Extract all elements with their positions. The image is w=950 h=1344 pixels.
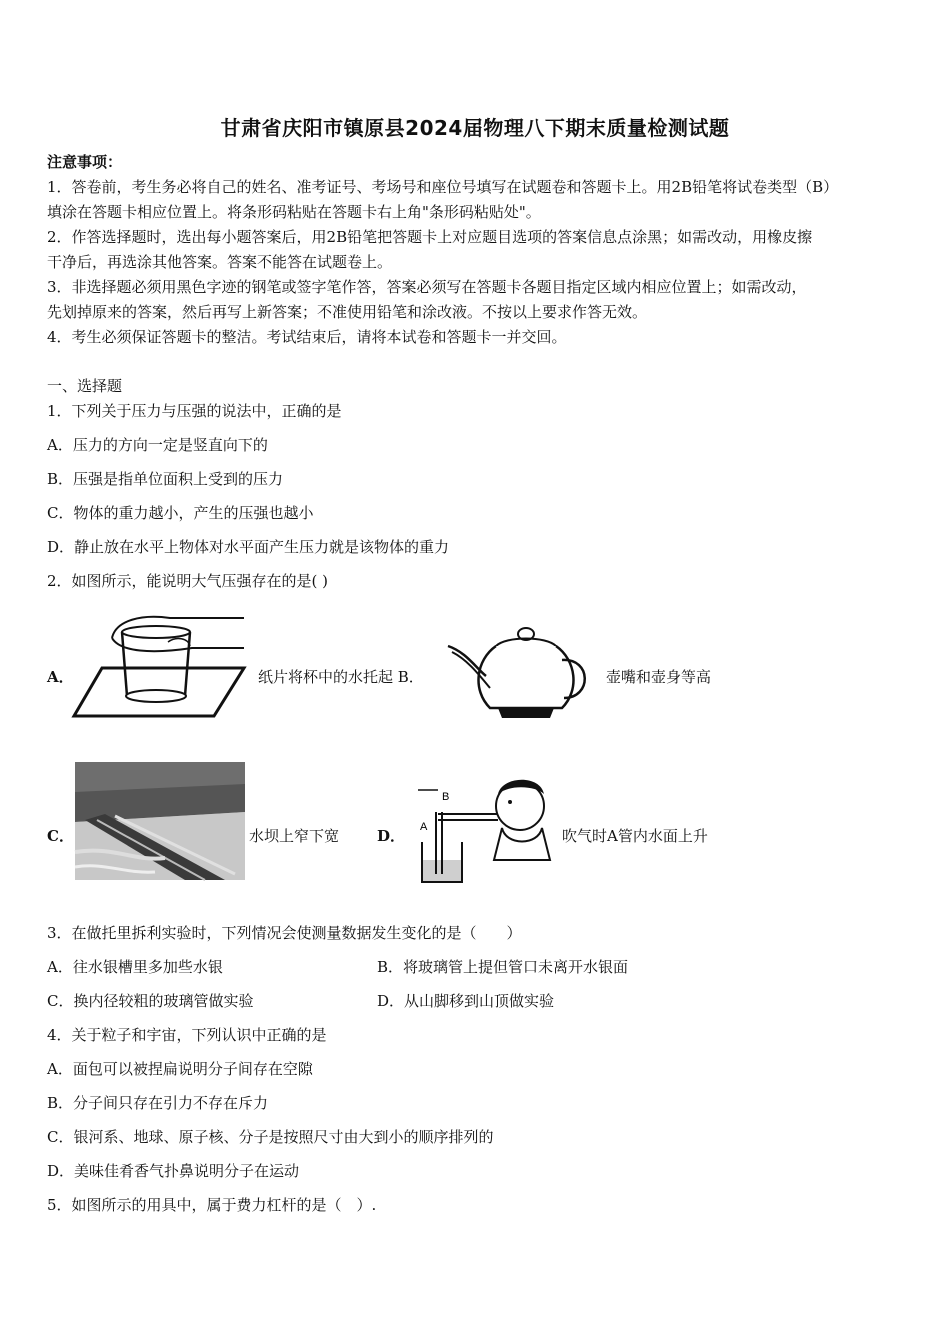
notice-line: 2．作答选择题时，选出每小题答案后，用2B铅笔把答题卡上对应题目选项的答案信息点涂黑；如需改动，用橡皮擦 bbox=[47, 228, 813, 246]
q2-option-c-caption: 水坝上窄下宽 bbox=[249, 827, 340, 845]
q4-option-b: B．分子间只存在引力不存在斥力 bbox=[47, 1094, 269, 1112]
notice-line: 填涂在答题卡相应位置上。将条形码粘贴在答题卡右上角"条形码粘贴处"。 bbox=[47, 203, 541, 221]
q2-option-a-caption: 纸片将杯中的水托起 B． bbox=[258, 668, 424, 686]
q4-option-d: D．美味佳肴香气扑鼻说明分子在运动 bbox=[47, 1162, 300, 1180]
q1-option-a: A．压力的方向一定是竖直向下的 bbox=[47, 436, 268, 454]
q4-stem: 4．关于粒子和宇宙，下列认识中正确的是 bbox=[47, 1026, 327, 1044]
teapot-figure bbox=[446, 620, 596, 724]
d-fig-label-b: B bbox=[442, 791, 450, 803]
notice-heading: 注意事项： bbox=[47, 153, 123, 171]
q3-option-c: C．换内径较粗的玻璃管做实验 bbox=[47, 992, 254, 1010]
q3-option-d: D．从山脚移到山顶做实验 bbox=[377, 992, 555, 1010]
q5-stem: 5．如图所示的用具中，属于费力杠杆的是（ ）. bbox=[47, 1196, 377, 1214]
page-title: 甘肃省庆阳市镇原县2024届物理八下期末质量检测试题 bbox=[220, 116, 730, 140]
q2-option-a-label: A． bbox=[47, 668, 74, 686]
q1-option-b: B．压强是指单位面积上受到的压力 bbox=[47, 470, 284, 488]
q3-option-a: A．往水银槽里多加些水银 bbox=[47, 958, 223, 976]
cup-paper-figure bbox=[72, 610, 247, 720]
notice-line: 干净后，再选涂其他答案。答案不能答在试题卷上。 bbox=[47, 253, 393, 271]
blowing-tube-figure bbox=[410, 770, 555, 890]
q1-option-d: D．静止放在水平上物体对水平面产生压力就是该物体的重力 bbox=[47, 538, 450, 556]
notice-line: 1．答卷前，考生务必将自己的姓名、准考证号、考场号和座位号填写在试题卷和答题卡上。用2B铅笔将试卷类型（B） bbox=[47, 178, 839, 196]
q3-option-b: B．将玻璃管上提但管口未离开水银面 bbox=[377, 958, 629, 976]
d-fig-label-a: A bbox=[420, 821, 428, 833]
q4-option-c: C．银河系、地球、原子核、分子是按照尺寸由大到小的顺序排列的 bbox=[47, 1128, 494, 1146]
q2-option-d-label: D． bbox=[377, 827, 406, 845]
q2-stem: 2．如图所示，能说明大气压强存在的是( ) bbox=[47, 572, 329, 590]
dam-photo bbox=[75, 762, 245, 880]
notice-line: 先划掉原来的答案，然后再写上新答案；不准使用铅笔和涂改液。不按以上要求作答无效。 bbox=[47, 303, 648, 321]
q4-option-a: A．面包可以被捏扁说明分子间存在空隙 bbox=[47, 1060, 313, 1078]
q1-option-c: C．物体的重力越小，产生的压强也越小 bbox=[47, 504, 314, 522]
q3-stem: 3．在做托里拆利实验时，下列情况会使测量数据发生变化的是（ ） bbox=[47, 924, 522, 942]
section-heading: 一、选择题 bbox=[47, 377, 123, 395]
notice-line: 4．考生必须保证答题卡的整洁。考试结束后，请将本试卷和答题卡一并交回。 bbox=[47, 328, 567, 346]
q2-option-c-label: C． bbox=[47, 827, 74, 845]
notice-line: 3．非选择题必须用黑色字迹的钢笔或签字笔作答，答案必须写在答题卡各题目指定区域内相应位置上；如需改动， bbox=[47, 278, 807, 296]
q2-option-d-caption: 吹气时A管内水面上升 bbox=[562, 827, 708, 845]
q1-stem: 1．下列关于压力与压强的说法中，正确的是 bbox=[47, 402, 342, 420]
q2-option-b-caption: 壶嘴和壶身等高 bbox=[606, 668, 712, 686]
